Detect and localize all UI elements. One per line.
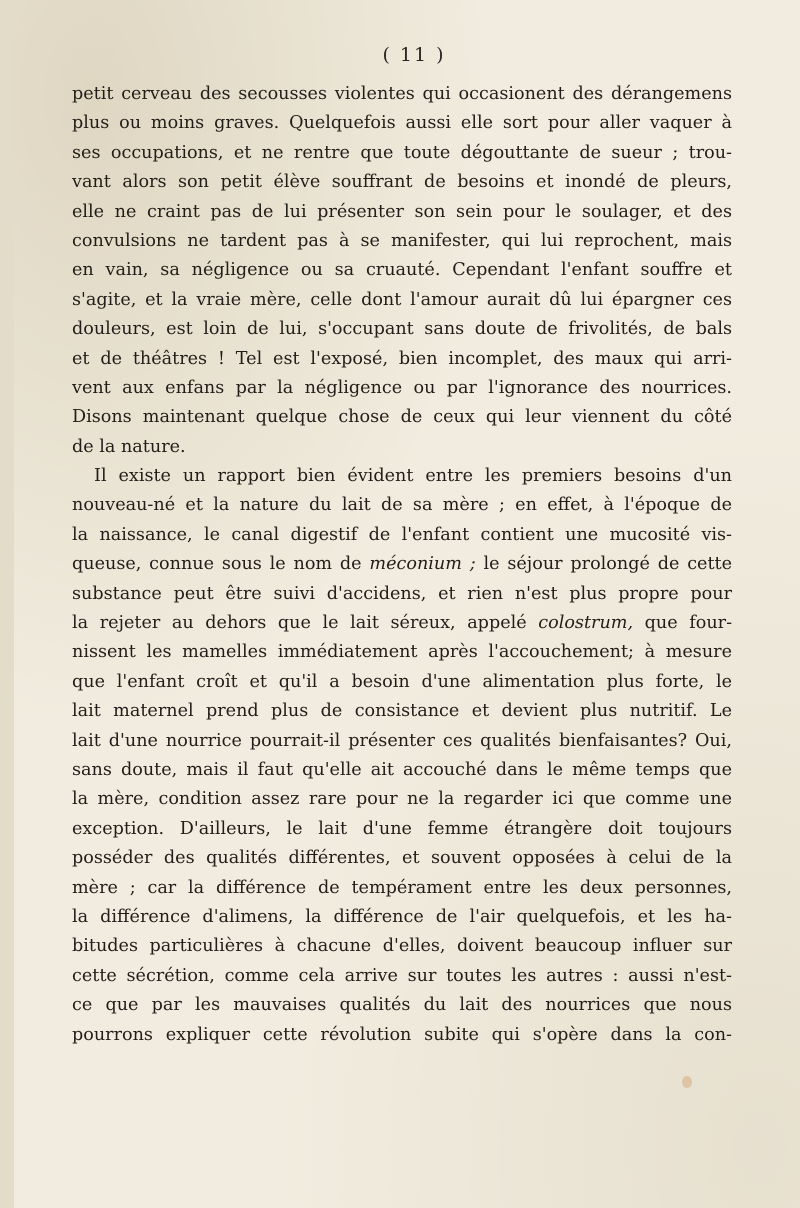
paragraph-1	[72, 80, 732, 462]
text-line: que l'enfant croît et qu'il a besoin d'une alimentation plus forte, le	[72, 671, 732, 692]
text-line: vent aux enfans par la négligence ou par l'ignorance des nourrices.	[72, 377, 732, 398]
text-segment: que four-	[644, 613, 732, 634]
text-line: nouveau-né et la nature du lait de sa mère ; en effet, à l'époque de	[72, 495, 732, 516]
text-line: la différence d'alimens, la différence de l'air quelquefois, et les ha-	[72, 906, 732, 927]
text-line: la naissance, le canal digestif de l'enfant contient une mucosité vis-	[72, 524, 732, 545]
text-line: lait d'une nourrice pourrait-il présenter ces qualités bienfaisantes? Oui,	[72, 730, 732, 751]
text-line: de la nature.	[72, 436, 186, 457]
paper-stain	[682, 1076, 692, 1088]
text-line: exception. D'ailleurs, le lait d'une femme étrangère doit toujours	[72, 818, 732, 839]
text-line: petit cerveau des secousses violentes qui occasionent des dérangemens	[72, 84, 732, 104]
text-line: pourrons expliquer cette révolution subite qui s'opère dans la con-	[72, 1024, 732, 1045]
text-line: mère ; car la différence de tempérament entre les deux personnes,	[72, 877, 732, 898]
italic-term: méconium ;	[369, 554, 476, 575]
text-line: lait maternel prend plus de consistance et devient plus nutritif. Le	[72, 701, 732, 722]
text-line: ses occupations, et ne rentre que toute dégouttante de sueur ; trou-	[72, 142, 732, 163]
text-line: sans doute, mais il faut qu'elle ait accouché dans le même temps que	[72, 759, 732, 780]
text-line: elle ne craint pas de lui présenter son sein pour le soulager, et des	[72, 201, 732, 222]
text-segment: le séjour prolongé de cette	[483, 554, 732, 575]
italic-term: colostrum,	[538, 613, 634, 634]
text-line: Il existe un rapport bien évident entre les premiers besoins d'un	[94, 466, 732, 487]
paragraph-2	[72, 462, 732, 1050]
text-line: convulsions ne tardent pas à se manifester, qui lui reprochent, mais	[72, 230, 732, 251]
text-line: Disons maintenant quelque chose de ceux qui leur viennent du côté	[72, 407, 732, 428]
text-line: vant alors son petit élève souffrant de besoins et inondé de pleurs,	[72, 172, 732, 193]
text-line: posséder des qualités différentes, et souvent opposées à celui de la	[72, 848, 732, 869]
text-line: bitudes particulières à chacune d'elles, doivent beaucoup influer sur	[72, 936, 732, 957]
body-text	[72, 80, 732, 1050]
text-line: en vain, sa négligence ou sa cruauté. Cependant l'enfant souffre et	[72, 260, 732, 281]
text-line: douleurs, est loin de lui, s'occupant sans doute de frivolités, de bals	[72, 319, 732, 340]
page-number: ( 11 )	[382, 44, 446, 66]
text-line: la mère, condition assez rare pour ne la regarder ici que comme une	[72, 789, 732, 810]
text-line: plus ou moins graves. Quelquefois aussi elle sort pour aller vaquer à	[72, 113, 732, 134]
text-line: et de théâtres ! Tel est l'exposé, bien incomplet, des maux qui arri-	[72, 348, 732, 369]
text-segment: queuse, connue sous le nom de	[72, 554, 362, 575]
text-line: substance peut être suivi d'accidens, et rien n'est plus propre pour	[72, 583, 732, 604]
text-line: s'agite, et la vraie mère, celle dont l'amour aurait dû lui épargner ces	[72, 289, 732, 310]
text-line-mixed	[72, 609, 732, 638]
text-line: cette sécrétion, comme cela arrive sur toutes les autres : aussi n'est-	[72, 965, 732, 986]
text-line-mixed	[72, 550, 732, 579]
text-segment: la rejeter au dehors que le lait séreux, appelé	[72, 613, 527, 634]
text-line: nissent les mamelles immédiatement après l'accouchement; à mesure	[72, 642, 732, 663]
text-line: ce que par les mauvaises qualités du lait des nourrices que nous	[72, 995, 732, 1016]
